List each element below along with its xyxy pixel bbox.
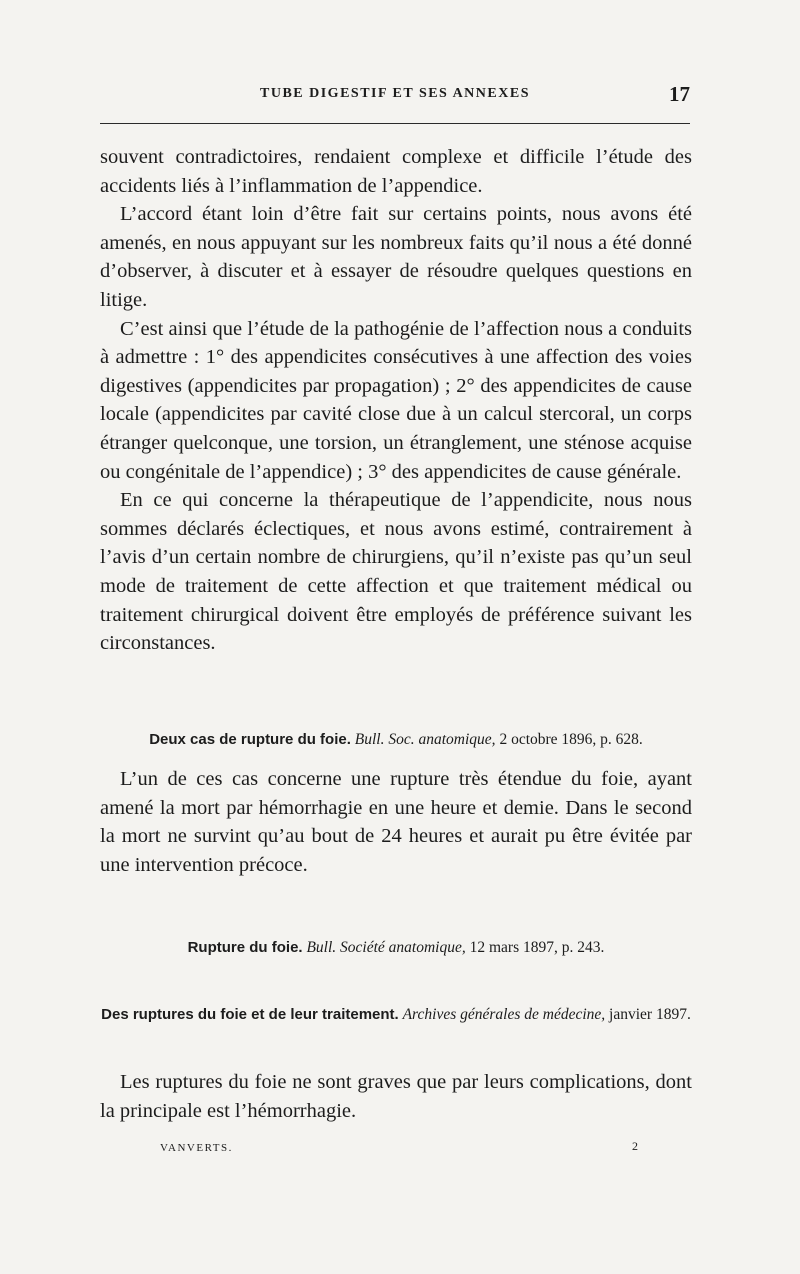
entry-details: janvier 1897. (609, 1006, 691, 1023)
entry-source: Bull. Soc. anatomique, (354, 731, 496, 748)
intro-paragraph: En ce qui concerne la thérapeutique de l’appendicite, nous nous sommes déclarés éclectiques, et nous avons estimé, contrairement à l’avis d’un certain nombre de chirurgiens, qu’il n’existe pas qu’un seul mode de traitement de cette affection et que traitement médical ou traitement chirurgical doivent être employés de préférence suivant les circonstances. (100, 489, 692, 655)
entry-details: 2 octobre 1896, p. 628. (499, 731, 643, 748)
running-title: TUBE DIGESTIF ET SES ANNEXES (260, 86, 530, 101)
entry-title: Deux cas de rupture du foie. (149, 731, 351, 748)
entry-paragraph: L’un de ces cas concerne une rupture très étendue du foie, ayant amené la mort par hémorrhagie en une heure et demie. Dans le second la mort ne survint qu’au bout de 24 heures et aurait pu être évitée par une intervention précoce. (100, 768, 692, 876)
entry-source: Bull. Société anatomique, (306, 939, 466, 956)
entry-heading (100, 936, 692, 960)
intro-paragraph: L’accord étant loin d’être fait sur certains points, nous avons été amenés, en nous appuyant sur les nombreux faits qu’il nous a été donné d’observer, à discuter et à essayer de résoudre quelques questions en litige. (100, 203, 692, 311)
entry-heading (100, 1003, 692, 1027)
sheet-number: 2 (632, 1139, 638, 1153)
entry-source: Archives générales de médecine, (402, 1006, 606, 1023)
page-number: 17 (669, 82, 690, 106)
running-head (100, 84, 690, 108)
printer-signature: VANVERTS. (160, 1142, 233, 1154)
entry-title: Rupture du foie. (187, 939, 303, 956)
intro-paragraph: C’est ainsi que l’étude de la pathogénie de l’affection nous a conduits à admettre : 1° des appendicites consécutives à une affection des voies digestives (appendicites par propagation) ; 2° des appendicites de cause locale (appendicites par cavité close due à un calcul stercoral, un corps étranger quelconque, une torsion, un étranglement, une sténose acquise ou congénitale de l’appendice) ; 3° des appendicites de cause générale. (100, 317, 692, 483)
entry-body (100, 765, 692, 879)
intro-text (100, 143, 692, 658)
intro-paragraph: souvent contradictoires, rendaient complexe et difficile l’étude des accidents liés à l’inflammation de l’appendice. (100, 146, 692, 197)
entry-title: Des ruptures du foie et de leur traitement. (101, 1006, 399, 1023)
entry-paragraph: Les ruptures du foie ne sont graves que par leurs complications, dont la principale est l’hémorrhagie. (100, 1071, 692, 1122)
entry-details: 12 mars 1897, p. 243. (469, 939, 605, 956)
entry-body (100, 1068, 692, 1125)
entry-heading (100, 728, 692, 752)
header-rule (100, 123, 690, 124)
